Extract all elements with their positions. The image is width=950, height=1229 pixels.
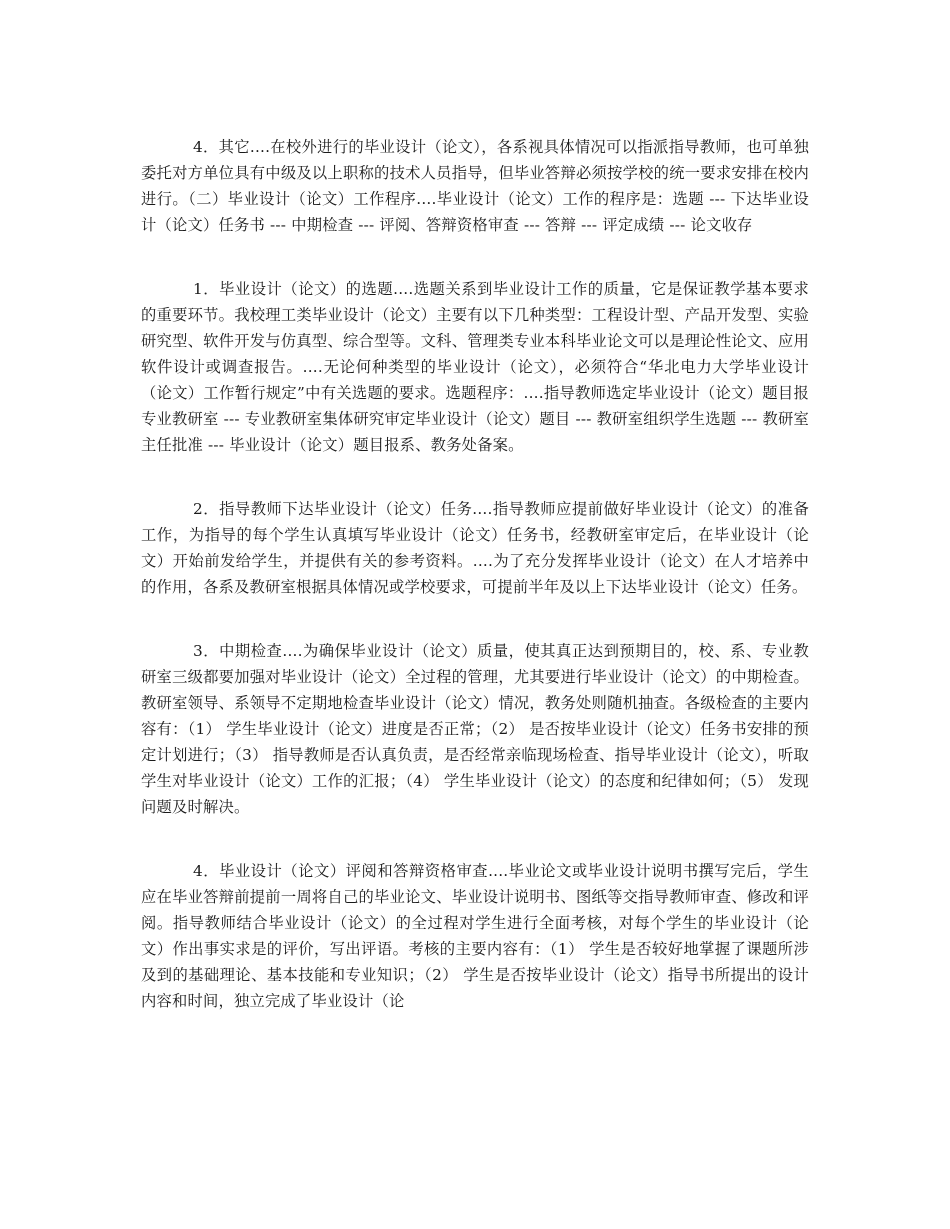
paragraph-topic-selection: 1．毕业设计（论文）的选题....选题关系到毕业设计工作的质量，它是保证教学基本要求的重要环节。我校理工类毕业设计（论文）主要有以下几种类型：工程设计型、产品开发型、实验研究型、软件开发与仿真型、综合型等。文科、管理类专业本科毕业论文可以是理论性论文、应用软件设计或调查报告。....无论何种类型的毕业设计（论文），必须符合“华北电力大学毕业设计（论文）工作暂行规定”中有关选题的要求。选题程序：....指导教师选定毕业设计（论文）题目报专业教研室 --- 专业教研室集体研究审定毕业设计（论文）题目 --- 教研室组织学生选题 --- 教研室主任批准 --- 毕业设计（论文）题目报系、教务处备案。 bbox=[141, 280, 809, 454]
paragraph-task-assignment: 2．指导教师下达毕业设计（论文）任务....指导教师应提前做好毕业设计（论文）的准备工作，为指导的每个学生认真填写毕业设计（论文）任务书，经教研室审定后，在毕业设计（论文）开始前发给学生，并提供有关的参考资料。....为了充分发挥毕业设计（论文）在人才培养中的作用，各系及教研室根据具体情况或学校要求，可提前半年及以上下达毕业设计（论文）任务。 bbox=[141, 500, 809, 596]
document-page bbox=[141, 134, 809, 1014]
paragraph-review-and-defense-qualification: 4．毕业设计（论文）评阅和答辩资格审查....毕业论文或毕业设计说明书撰写完后，学生应在毕业答辩前提前一周将自己的毕业论文、毕业设计说明书、图纸等交指导教师审查、修改和评阅。指导教师结合毕业设计（论文）的全过程对学生进行全面考核，对每个学生的毕业设计（论文）作出事实求是的评价，写出评语。考核的主要内容有：（1） 学生是否较好地掌握了课题所涉及到的基础理论、基本技能和专业知识；（2） 学生是否按毕业设计（论文）指导书所提出的设计内容和时间，独立完成了毕业设计（论 bbox=[141, 862, 809, 1010]
paragraph-other-and-procedure: 4．其它....在校外进行的毕业设计（论文），各系视具体情况可以指派指导教师，也可单独委托对方单位具有中级及以上职称的技术人员指导，但毕业答辩必须按学校的统一要求安排在校内进行。（二）毕业设计（论文）工作程序....毕业设计（论文）工作的程序是：选题 --- 下达毕业设计（论文）任务书 --- 中期检查 --- 评阅、答辩资格审查 --- 答辩 --- 评定成绩 --- 论文收存 bbox=[141, 138, 809, 234]
paragraph-midterm-check: 3．中期检查....为确保毕业设计（论文）质量，使其真正达到预期目的，校、系、专业教研室三级都要加强对毕业设计（论文）全过程的管理，尤其要进行毕业设计（论文）的中期检查。教研室领导、系领导不定期地检查毕业设计（论文）情况，教务处则随机抽查。各级检查的主要内容有：（1） 学生毕业设计（论文）进度是否正常；（2） 是否按毕业设计（论文）任务书安排的预定计划进行；（3） 指导教师是否认真负责，是否经常亲临现场检查、指导毕业设计（论文），听取学生对毕业设计（论文）工作的汇报；（4） 学生毕业设计（论文）的态度和纪律如何；（5） 发现问题及时解决。 bbox=[141, 642, 809, 816]
